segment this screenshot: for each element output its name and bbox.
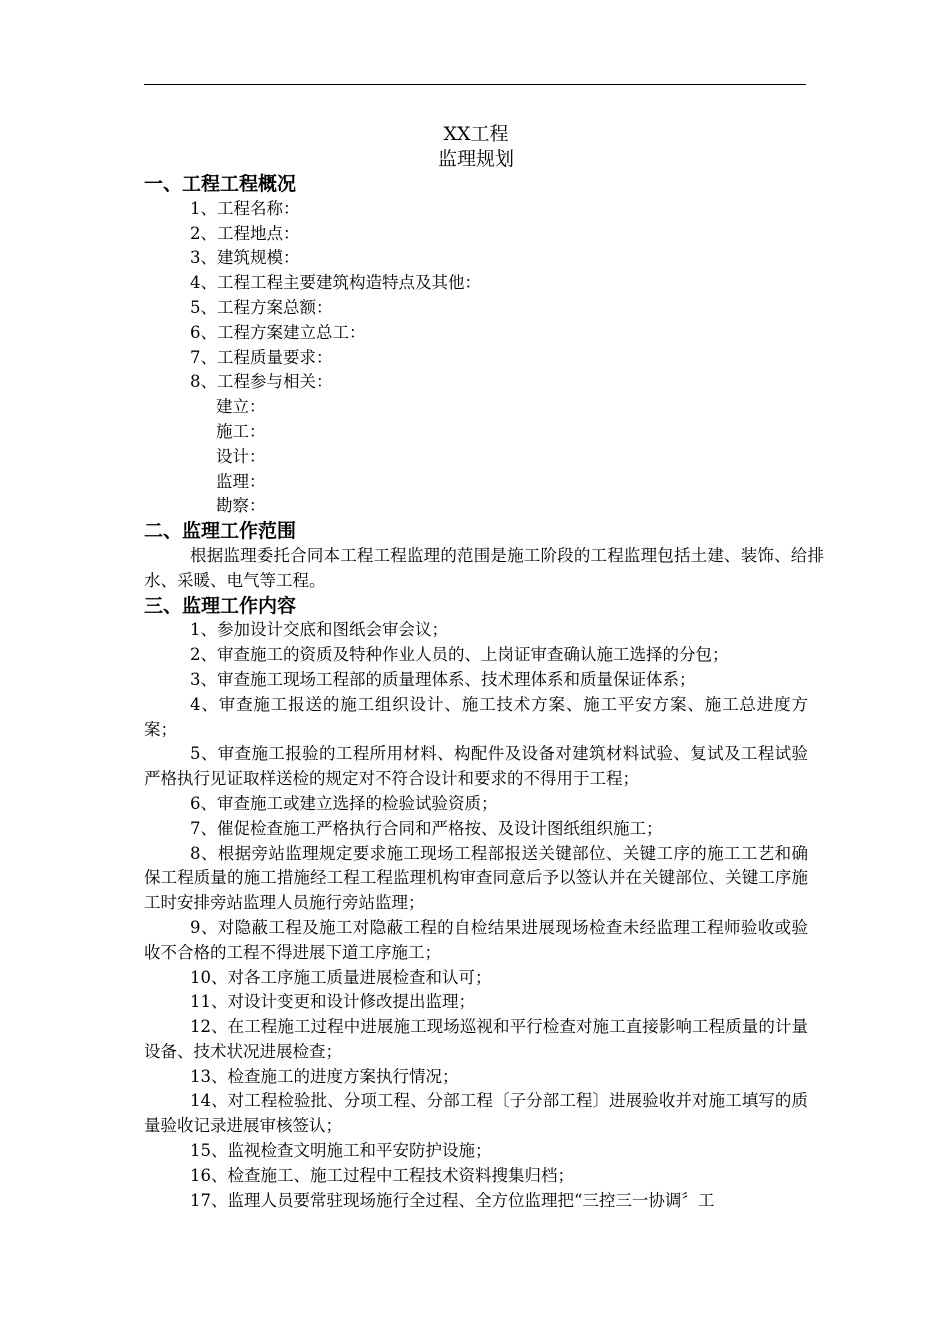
- document-body: [144, 122, 824, 1213]
- section-heading-content: 三、监理工作内容: [144, 594, 297, 617]
- section-heading-scope: 二、监理工作范围: [144, 520, 297, 543]
- list-item: 3、建筑规模：: [190, 248, 300, 268]
- list-item: 17、监理人员要常驻现场施行全过程、全方位监理把“三控三一协调〞工: [190, 1190, 715, 1210]
- list-item: 12、在工程施工过程中进展施工现场巡视和平行检查对施工直接影响工程质量的计量设备、技术状况进展检查；: [144, 1017, 808, 1061]
- list-item: 1、参加设计交底和图纸会审会议；: [190, 620, 448, 640]
- list-item: 9、对隐蔽工程及施工对隐蔽工程的自检结果进展现场检查未经监理工程师验收或验收不合格的工程不得进展下道工序施工；: [144, 917, 808, 962]
- list-item: 6、审查施工或建立选择的检验试验资质；: [190, 793, 498, 813]
- list-item: 15、监视检查文明施工和平安防护设施；: [190, 1141, 492, 1161]
- list-item: 14、对工程检验批、分项工程、分部工程〔子分部工程〕进展验收并对施工填写的质量验收记录进展审核签认；: [144, 1091, 808, 1136]
- list-item: 10、对各工序施工质量进展检查和认可；: [190, 967, 492, 987]
- list-item: 2、工程地点：: [190, 223, 300, 243]
- list-item: 7、工程质量要求：: [190, 347, 333, 367]
- list-item: 2、审查施工的资质及特种作业人员的、上岗证审查确认施工选择的分包；: [190, 645, 729, 665]
- list-item: 11、对设计变更和设计修改提出监理；: [190, 992, 475, 1012]
- section-heading-overview: 一、工程工程概况: [144, 173, 297, 195]
- list-item: 8、工程参与相关：: [190, 372, 333, 392]
- list-item: 5、审查施工报验的工程所用材料、构配件及设备对建筑材料试验、复试及工程试验严格执行见证取样送检的规定对不符合设计和要求的不得用于工程；: [144, 744, 808, 789]
- header-rule: [144, 84, 806, 85]
- list-item: 3、审查施工现场工程部的质量理体系、技术理体系和质量保证体系；: [190, 669, 696, 689]
- document-title: XX工程: [443, 123, 509, 145]
- list-item: 6、工程方案建立总工：: [190, 322, 366, 342]
- list-item: 5、工程方案总额：: [190, 297, 333, 317]
- list-item: 16、检查施工、施工过程中工程技术资料搜集归档；: [190, 1165, 574, 1185]
- list-item: 8、根据旁站监理规定要求施工现场工程部报送关键部位、关键工序的施工工艺和确保工程质量的施工措施经工程工程监理机构审查同意后予以签认并在关键部位、关键工序施工时安排旁站监理人员施行旁站监理；: [144, 843, 808, 913]
- list-item: 7、催促检查施工严格执行合同和严格按、及设计图纸组织施工；: [190, 818, 663, 838]
- party-item: 建立：: [216, 397, 266, 417]
- party-item: 施工：: [216, 421, 266, 441]
- list-item: 13、检查施工的进度方案执行情况；: [190, 1066, 459, 1086]
- party-item: 监理：: [216, 471, 266, 491]
- list-item: 4、审查施工报送的施工组织设计、施工技术方案、施工平安方案、施工总进度方案；: [144, 694, 808, 739]
- list-item: 4、工程工程主要建筑构造特点及其他：: [190, 273, 481, 293]
- scope-paragraph: 根据监理委托合同本工程工程监理的范围是施工阶段的工程监理包括土建、装饰、给排水、采暖、电气等工程。: [144, 545, 824, 590]
- party-item: 勘察：: [216, 496, 266, 516]
- list-item: 1、工程名称：: [190, 198, 300, 218]
- document-subtitle: 监理规划: [437, 148, 514, 170]
- party-item: 设计：: [216, 446, 266, 466]
